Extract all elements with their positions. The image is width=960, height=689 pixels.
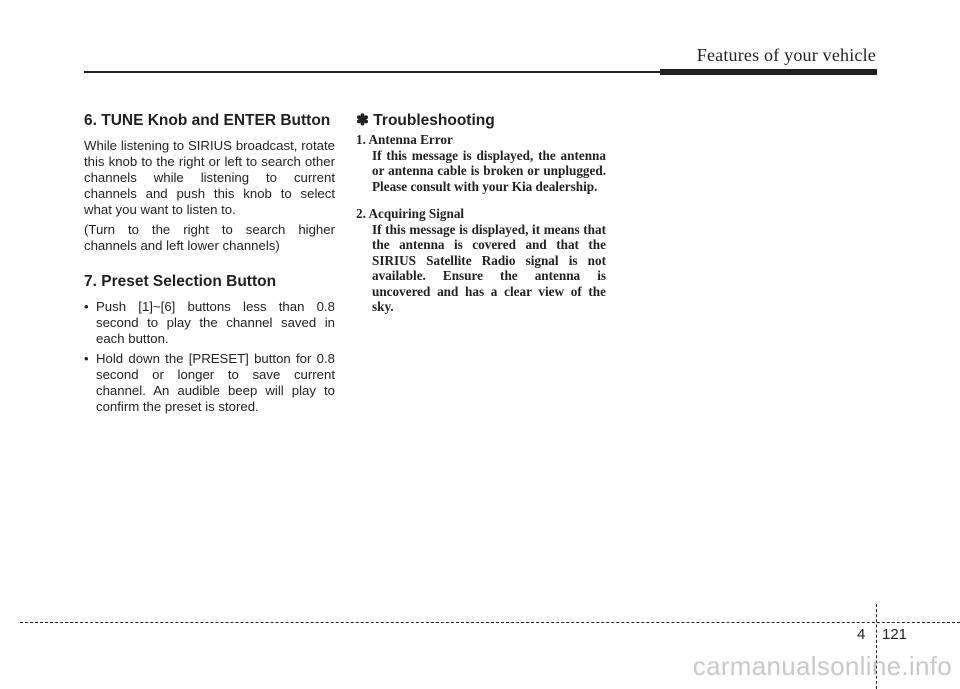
chapter-number: 4	[857, 626, 866, 643]
header-rule-accent	[660, 69, 877, 75]
bullet-text: Push [1]~[6] buttons less than 0.8 second to play the channel saved in each button.	[96, 299, 335, 346]
header-title: Features of your vehicle	[696, 45, 876, 65]
left-column	[84, 111, 335, 419]
troubleshooting-item-title: 1. Antenna Error	[356, 132, 453, 147]
page-number: 121	[882, 626, 908, 643]
watermark: carmanualsonline.info	[692, 651, 952, 681]
footer-divider	[20, 622, 960, 623]
bullet-symbol: •	[84, 351, 89, 366]
troubleshooting-item	[356, 206, 606, 315]
tune-knob-note: (Turn to the right to search higher channels and left lower channels)	[84, 222, 335, 253]
list-item	[84, 351, 335, 415]
troubleshooting-item-title: 2. Acquiring Signal	[356, 206, 465, 221]
header-rule	[84, 71, 662, 73]
preset-heading: 7. Preset Selection Button	[84, 273, 277, 290]
troubleshooting-item	[356, 132, 606, 194]
bullet-symbol: •	[84, 299, 89, 314]
troubleshooting-item-desc: If this message is displayed, the antenna or antenna cable is broken or unplugged. Please consult with your Kia dealership.	[372, 147, 606, 194]
troubleshooting-item-desc: If this message is displayed, it means that the antenna is covered and that the SIRIUS Satellite Radio signal is not available. Ensure the antenna is uncovered and has a clear view of the sky.	[372, 221, 606, 314]
tune-knob-paragraph: While listening to SIRIUS broadcast, rotate this knob to the right or left to search other channels while listening to current channels and push this knob to select what you want to listen to.	[84, 138, 335, 217]
preset-list	[84, 299, 335, 415]
bullet-text: Hold down the [PRESET] button for 0.8 second or longer to save current channel. An audible beep will play to confirm the preset is stored.	[96, 351, 335, 414]
troubleshooting-heading: ✽ Troubleshooting	[356, 112, 495, 129]
right-column	[356, 111, 606, 327]
tune-knob-heading: 6. TUNE Knob and ENTER Button	[84, 112, 331, 129]
list-item	[84, 299, 335, 347]
